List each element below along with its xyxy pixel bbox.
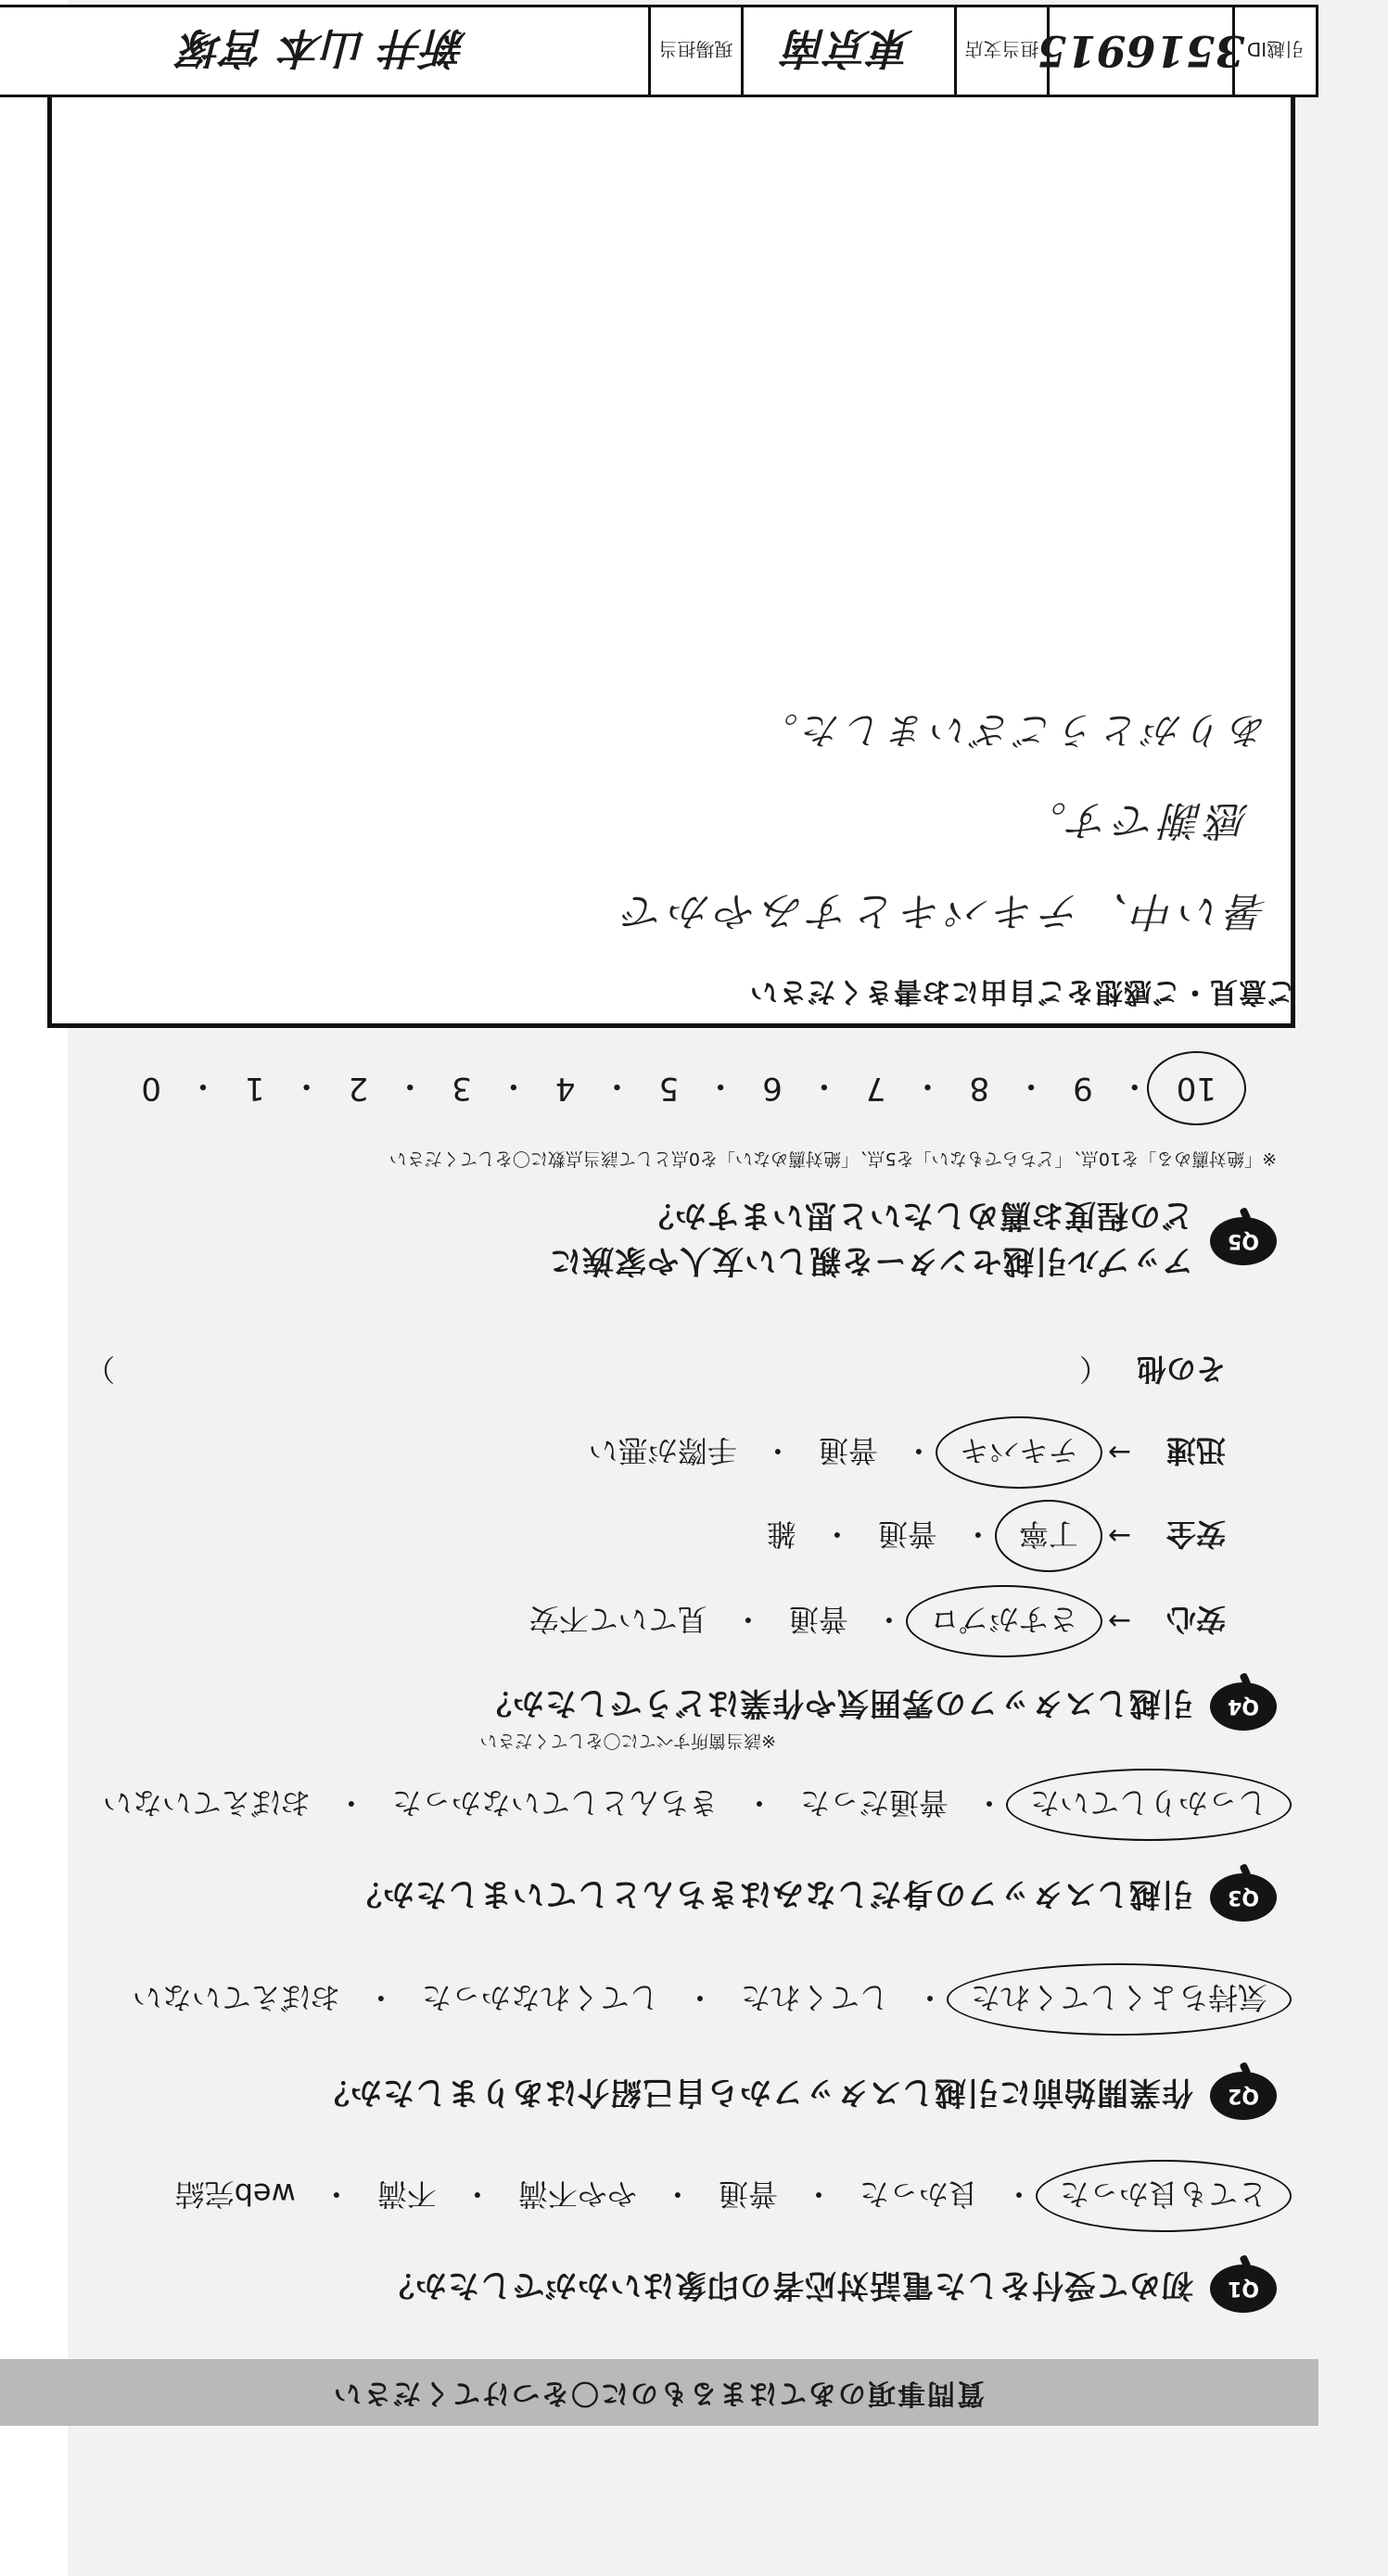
q2-option-selected[interactable]: 気持ちよくしてくれた	[961, 1974, 1277, 2024]
q4-option[interactable]: 普通	[877, 1516, 937, 1552]
q1-option-selected[interactable]: とても良かった	[1051, 2171, 1277, 2221]
score-option[interactable]: 8	[969, 1070, 990, 1108]
q5-scale: 10 ・ 9 ・ 8 ・ 7 ・ 6 ・ 5 ・ 4 ・ 3 ・ 2 ・ 1 ・ 0	[132, 1066, 1226, 1111]
q4-row	[479, 1677, 1277, 1736]
q1-badge: Q1	[1210, 2265, 1277, 2313]
comment-line-2: 感謝です。	[1020, 796, 1249, 844]
q4-option-selected[interactable]: テキパキ	[950, 1428, 1088, 1478]
score-option[interactable]: 6	[762, 1070, 783, 1108]
q3-row	[350, 1868, 1277, 1927]
category-name: 安心	[1165, 1602, 1226, 1637]
q4-option[interactable]: 普通	[818, 1433, 878, 1468]
q1-option[interactable]: 不満	[376, 2176, 437, 2212]
staff-value: 新井 山本 宮塚	[180, 23, 467, 73]
q4-option[interactable]: 手際が悪い	[588, 1433, 737, 1468]
score-option[interactable]: 7	[865, 1070, 886, 1108]
arrow-icon: →	[1107, 1519, 1131, 1553]
q2-options: 気持ちよくしてくれた ・ してくれた ・ してくれなかった ・ おぼえていない	[123, 1970, 1277, 2029]
q1-option[interactable]: 良かった	[859, 2176, 978, 2212]
q3-option[interactable]: おぼえていない	[102, 1785, 311, 1821]
q4-text: 引越しスタッフの雰囲気や作業はどうでしたか？	[479, 1684, 1193, 1722]
q5-text-line2: どの程度お薦めしたいと思いますか？	[642, 1197, 1193, 1234]
q4-option[interactable]: 普通	[788, 1602, 848, 1637]
q3-option-selected[interactable]: しっかりしていた	[1021, 1780, 1277, 1830]
q1-options: とても良かった ・ 良かった ・ 普通 ・ やや不満 ・ 不満 ・ web完結	[166, 2166, 1277, 2226]
q5-text	[549, 1196, 1193, 1287]
q3-badge: Q3	[1210, 1873, 1277, 1922]
comment-line-3: ありがとうございました。	[756, 708, 1267, 751]
q3-options: しっかりしていた ・ 普通だった ・ きちんとしていなかった ・ おぼえていない	[94, 1775, 1277, 1834]
q4-category-anshin: 安心 → さすがプロ ・ 普通 ・ 見ていて不安	[520, 1592, 1226, 1651]
q4-option[interactable]: 雑	[766, 1516, 796, 1552]
q1-row	[382, 2259, 1277, 2318]
staff-label: 現場担当	[648, 7, 741, 95]
q4-option-selected[interactable]: さすがプロ	[921, 1596, 1088, 1646]
instruction-text: 質問事項のあてはまるものに〇をつけてください	[332, 2377, 985, 2409]
id-label: 引越ID	[1232, 7, 1316, 95]
q4-category-jinsoku: 迅速 → テキパキ ・ 普通 ・ 手際が悪い	[579, 1423, 1226, 1482]
q1-option[interactable]: やや不満	[517, 2176, 637, 2212]
comment-box[interactable]	[47, 21, 1295, 1028]
q2-option[interactable]: してくれなかった	[421, 1980, 659, 2015]
arrow-icon: →	[1107, 1436, 1131, 1469]
q4-badge: Q4	[1210, 1682, 1277, 1731]
q1-option[interactable]: 普通	[718, 2176, 778, 2212]
q4-category-other: その他 （ ）	[85, 1341, 1226, 1401]
score-option[interactable]: 1	[244, 1070, 265, 1108]
q5-text-line1: アップル引越センターを親しい友人や家族に	[549, 1242, 1193, 1279]
branch-label: 担当支店	[954, 7, 1047, 95]
score-option[interactable]: 9	[1073, 1070, 1093, 1108]
comment-title: ご意見・ご感想をご自由にお書きください	[749, 975, 1295, 1008]
header-table	[0, 5, 1318, 97]
q4-option[interactable]: 見ていて不安	[528, 1602, 707, 1637]
score-option[interactable]: 3	[452, 1070, 472, 1108]
q4-note: ※該当箇所すべてに〇をしてください	[479, 1731, 776, 1751]
score-option[interactable]: 5	[658, 1070, 680, 1108]
q5-note: ※「絶対薦める」を10点、「どちらでもない」を5点、「絶対薦めない」を0点として該当点数に〇をしてください	[388, 1148, 1277, 1169]
category-name: 安全	[1165, 1516, 1226, 1552]
q3-option[interactable]: 普通だった	[799, 1785, 949, 1821]
q5-row	[549, 1197, 1277, 1279]
category-name: その他	[1136, 1351, 1226, 1387]
q2-row	[317, 2066, 1277, 2126]
q3-text: 引越しスタッフの身だしなみはきちんとしていましたか？	[350, 1875, 1193, 1913]
branch-value: 東京南	[741, 7, 954, 95]
q4-option-selected[interactable]: 丁寧	[1010, 1511, 1088, 1561]
comment-line-1: 暑い中、テキパキとすみやかで	[618, 887, 1267, 934]
score-option[interactable]: 2	[348, 1070, 369, 1108]
q3-option[interactable]: きちんとしていなかった	[391, 1785, 719, 1821]
score-option[interactable]: 0	[141, 1070, 161, 1108]
q1-text: 初めて受付をした電話対応者の印象はいかがでしたか？	[382, 2266, 1193, 2304]
category-name: 迅速	[1165, 1433, 1226, 1468]
q4-category-anzen: 安全 → 丁寧 ・ 普通 ・ 雑	[758, 1506, 1226, 1566]
q1-option[interactable]: web完結	[174, 2176, 296, 2212]
q2-badge: Q2	[1210, 2072, 1277, 2120]
q2-option[interactable]: おぼえていない	[132, 1980, 340, 2015]
q5-badge: Q5	[1210, 1217, 1277, 1265]
score-option[interactable]: 4	[554, 1070, 576, 1108]
arrow-icon: →	[1107, 1605, 1131, 1638]
q2-text: 作業開始前に引越しスタッフから自己紹介はありましたか？	[317, 2074, 1193, 2112]
id-value: 3516915	[1047, 7, 1232, 95]
score-10-selected[interactable]: 10	[1167, 1067, 1226, 1111]
q2-option[interactable]: してくれた	[740, 1980, 889, 2015]
